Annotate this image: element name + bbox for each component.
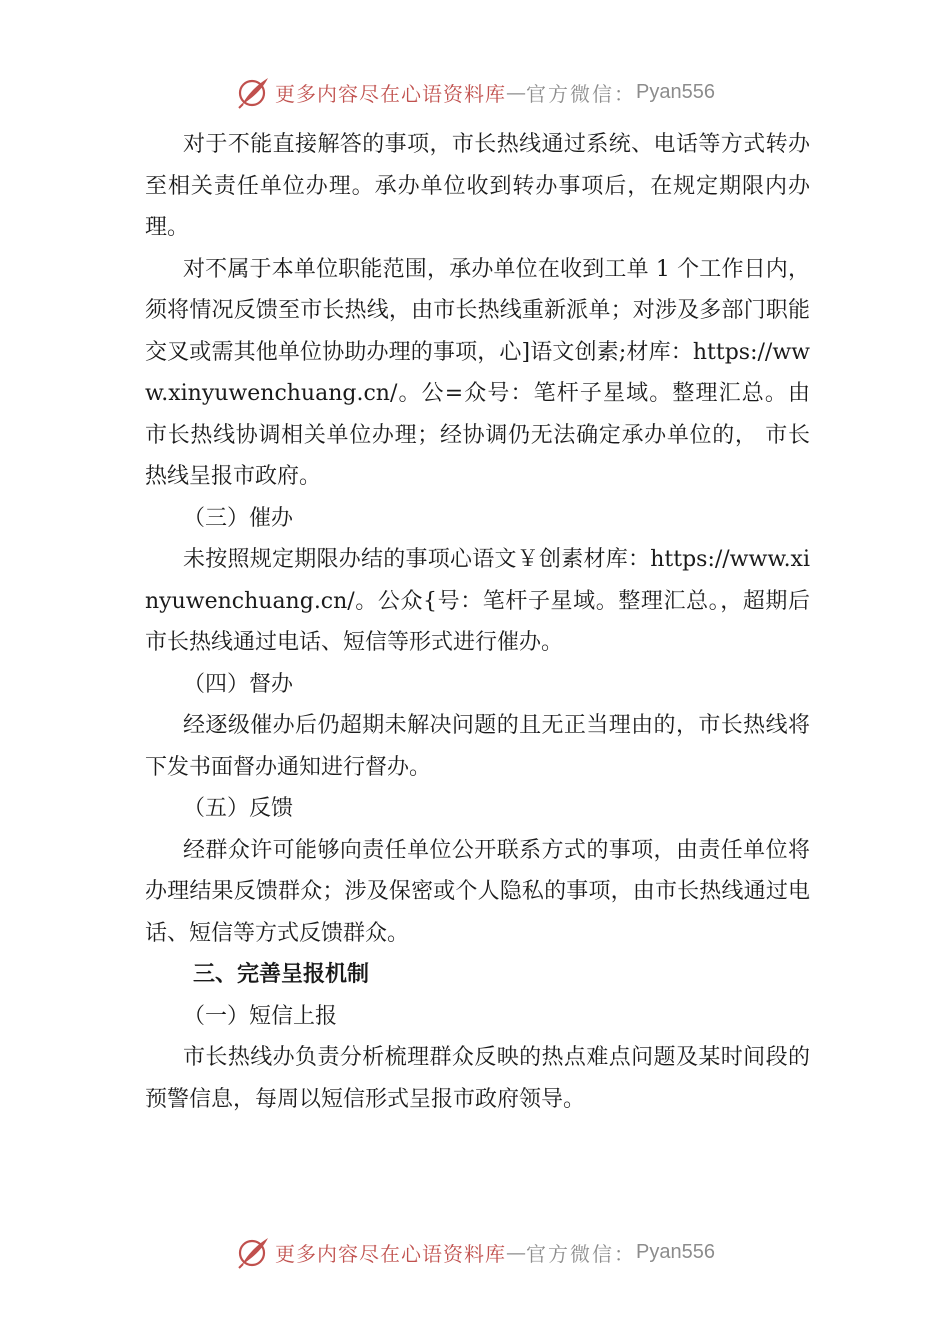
- paragraph-reassign: 对不属于本单位职能范围，承办单位在收到工单 1 个工作日内，须将情况反馈至市长热线，由市长热线重新派单；对涉及多部门职能交叉或需其他单位协助办理的事项，心]语文创素;材库：https://www.xinyuwenchuang.cn/。公=众号：笔杆子星域。整理汇总。由市长热线协调相关单位办理；经协调仍无法确定承办单位的， 市长热线呈报市政府。: [145, 256, 810, 489]
- banner-brand-text: 更多内容尽在心语资料库: [275, 81, 507, 106]
- paragraph-sms-report: 市长热线办负责分析梳理群众反映的热点难点问题及某时间段的预警信息，每周以短信形式呈报市政府领导。: [145, 1045, 810, 1112]
- banner-separator: —: [506, 1240, 527, 1264]
- heading-supervise: （四）督办: [183, 671, 294, 697]
- banner-wechat-label: 官方微信：: [526, 81, 637, 106]
- heading-feedback: （五）反馈: [183, 796, 294, 821]
- paragraph-transfer: 对于不能直接解答的事项，市长热线通过系统、电话等方式转办至相关责任单位办理。承办单位收到转办事项后，在规定期限内办理。: [145, 132, 810, 240]
- heading-sms-report: （一）短信上报: [183, 1003, 338, 1029]
- banner-wechat-id: Pyan556: [636, 1240, 715, 1263]
- document-body: [145, 124, 810, 1120]
- footer-banner: [0, 1232, 950, 1272]
- feather-pen-logo-icon: [235, 74, 271, 110]
- banner-separator: —: [506, 80, 527, 104]
- banner-wechat-id: Pyan556: [636, 80, 715, 103]
- section-heading-reporting: 三、完善呈报机制: [193, 962, 370, 987]
- paragraph-feedback: 经群众许可能够向责任单位公开联系方式的事项，由责任单位将办理结果反馈群众；涉及保密或个人隐私的事项，由市长热线通过电话、短信等方式反馈群众。: [145, 837, 810, 946]
- feather-pen-logo-icon: [235, 1234, 271, 1270]
- paragraph-supervise: 经逐级催办后仍超期未解决问题的且无正当理由的，市长热线将下发书面督办通知进行督办。: [145, 713, 810, 780]
- banner-brand-text: 更多内容尽在心语资料库: [275, 1241, 507, 1266]
- header-banner: [0, 72, 950, 112]
- banner-wechat-label: 官方微信：: [526, 1241, 637, 1266]
- paragraph-urge: 未按照规定期限办结的事项心语文￥创素材库：https://www.xinyuwenchuang.cn/。公众{号：笔杆子星域。整理汇总。，超期后市长热线通过电话、短信等形式进行催办。: [145, 547, 810, 655]
- heading-urge: （三）催办: [183, 505, 294, 531]
